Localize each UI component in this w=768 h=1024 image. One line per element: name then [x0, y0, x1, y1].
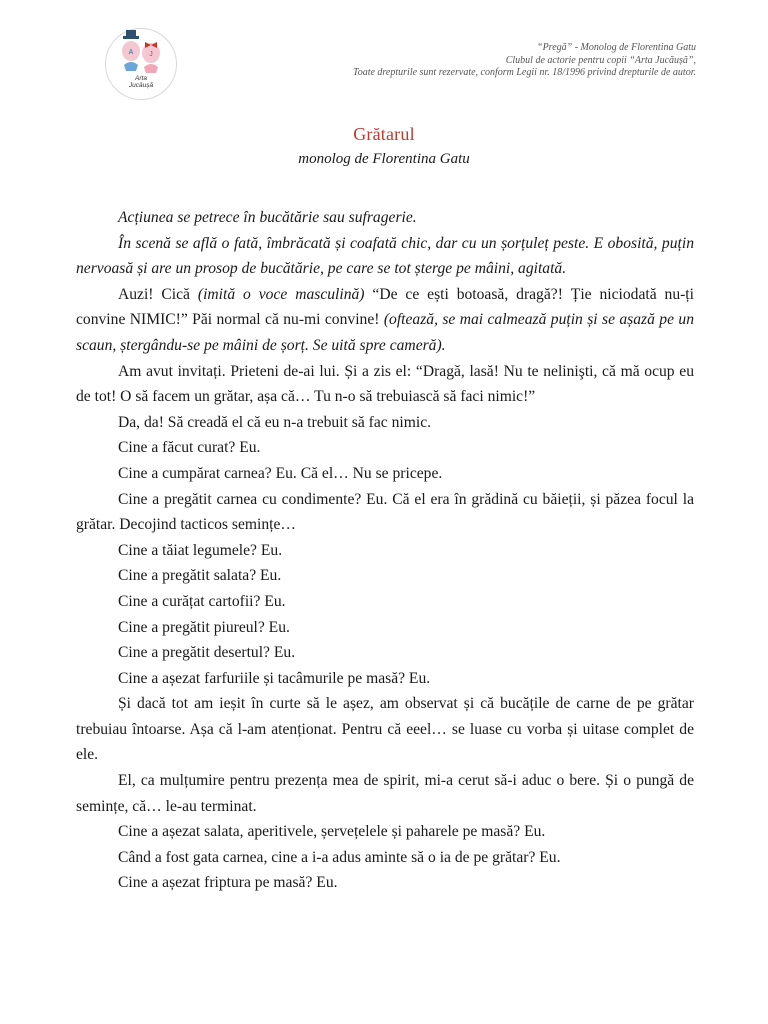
paragraph: Cine a curățat cartofii? Eu. — [118, 592, 286, 610]
paragraph: Și dacă tot am ieșit în curte să le așez, am observat și că bucățile de carne de pe grătar trebuiau întoarse. Așa că l-am atenționat. Pentru că eeel… se luase cu vorba și uitase complet de ele. — [76, 695, 694, 764]
text-span: “De ce ești botoasă, dragă?! Ție niciodată nu-ți convine NIMIC!” Păi normal că nu-mi convine! — [76, 285, 694, 329]
paragraph: Când a fost gata carnea, cine a i-a adus aminte să o ia de pe grătar? Eu. — [118, 848, 561, 866]
header-line-rights: Toate drepturile sunt rezervate, conform Legii nr. 18/1996 privind drepturile de autor. — [353, 67, 696, 79]
paragraph: Cine a tăiat legumele? Eu. — [118, 541, 283, 559]
paragraph: Cine a cumpărat carnea? Eu. Că el… Nu se pricepe. — [118, 464, 443, 482]
paragraph: El, ca mulțumire pentru prezența mea de spirit, mi-a cerut să-i aduc o bere. Și o pungă de semințe, că… le-au terminat. — [76, 772, 694, 815]
paragraph: Cine a pregătit piureul? Eu. — [118, 618, 290, 636]
header-line-club: Clubul de actorie pentru copii “Arta Jucăușă”, — [505, 54, 696, 66]
document-subtitle: monolog de Florentina Gatu — [298, 151, 470, 167]
text-span: Auzi! Cică — [118, 285, 198, 303]
copyright-header — [256, 42, 696, 80]
monologue-body — [76, 205, 694, 896]
document-title: Grătarul — [353, 124, 415, 144]
paragraph-setting: Acțiunea se petrece în bucătărie sau sufragerie. — [118, 209, 417, 226]
club-logo — [105, 28, 177, 100]
paragraph-stage-direction: În scenă se află o fată, îmbrăcată și coafată chic, dar cu un șorțuleț peste. E obosită, puțin nervoasă și are un prosop de bucătărie, pe care se tot șterge pe mâini, agitată. — [76, 234, 694, 278]
svg-text:A: A — [128, 49, 134, 56]
stage-direction: (oftează, se mai calmează puțin și se așază pe un scaun, ștergându-se pe mâini de șorț. Se uită spre cameră). — [76, 311, 694, 354]
stage-direction: (imită o voce masculină) — [197, 285, 365, 303]
paragraph: Cine a așezat friptura pe masă? Eu. — [118, 874, 338, 892]
svg-text:J: J — [149, 51, 153, 58]
paragraph: Cine a așezat farfuriile și tacâmurile pe masă? Eu. — [118, 669, 431, 687]
logo-name-line2: Jucăușă — [128, 82, 154, 89]
paragraph: Cine a pregătit carnea cu condimente? Eu. Că el era în grădină cu băieții, și păzea focul la grătar. Decojind tacticos semințe… — [76, 490, 694, 534]
paragraph-auzi — [76, 282, 694, 359]
paragraph: Am avut invitați. Prieteni de-ai lui. Și a zis el: “Dragă, lasă! Nu te nelinişti, că mă ocup eu de tot! O să facem un grătar, așa că… Tu n-o să trebuiască să faci nimic!” — [76, 362, 694, 406]
paragraph: Cine a așezat salata, aperitivele, șervețelele și paharele pe masă? Eu. — [118, 823, 546, 841]
paragraph: Cine a făcut curat? Eu. — [118, 439, 261, 457]
paragraph: Cine a pregătit desertul? Eu. — [118, 644, 296, 662]
paragraph: Da, da! Să creadă el că eu n-a trebuit să fac nimic. — [118, 413, 432, 431]
header-line-title: “Pregă” - Monolog de Florentina Gatu — [537, 42, 696, 53]
logo-name-line1: Arta — [135, 75, 147, 82]
paragraph: Cine a pregătit salata? Eu. — [118, 567, 282, 585]
